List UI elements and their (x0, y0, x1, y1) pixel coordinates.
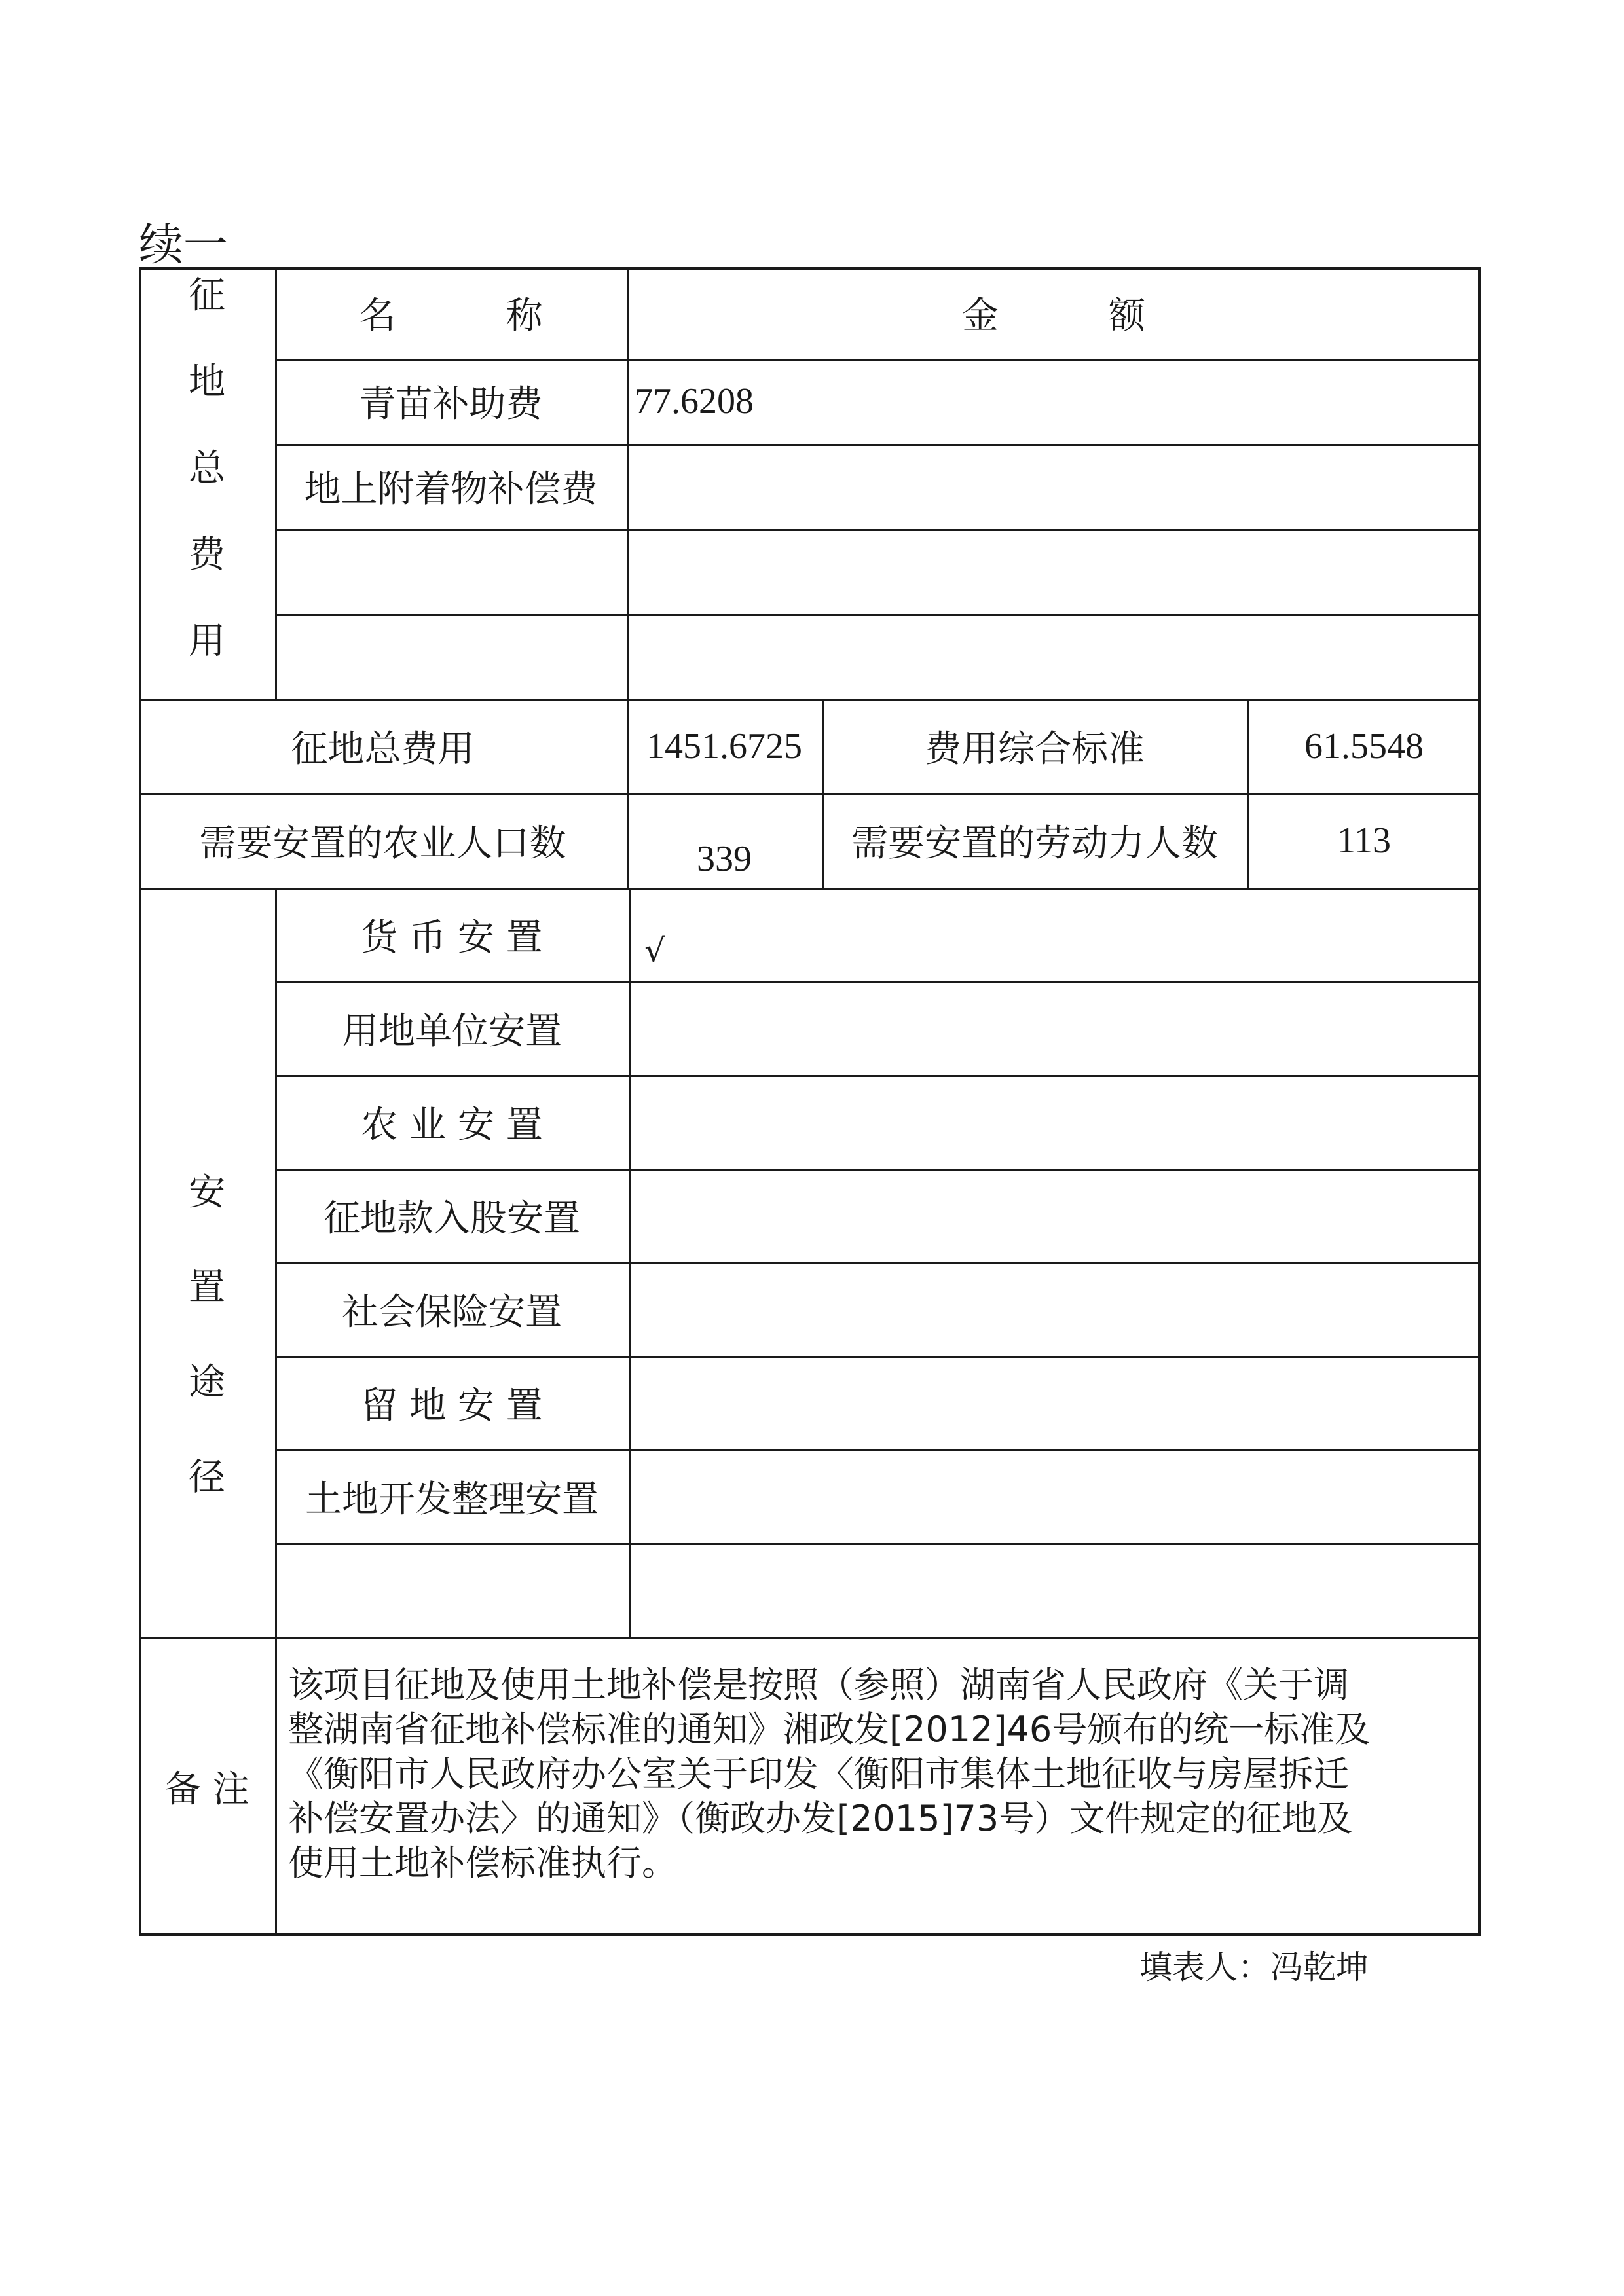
check-mark (629, 1449, 681, 1543)
resettlement-method: 征地款入股安置 (323, 1197, 580, 1240)
land-fee-group-label (139, 267, 275, 699)
fee-item-amount (627, 444, 1481, 529)
amount-column-header: 金 额 (962, 295, 1145, 337)
total-fee-label: 征地总费用 (291, 728, 475, 771)
label-char: 安 (189, 1171, 225, 1214)
fee-item-name: 青苗补助费 (359, 383, 543, 426)
fee-item-amount: 77.6208 (635, 381, 754, 422)
resettlement-method (275, 1543, 629, 1637)
label-char: 置 (189, 1266, 225, 1309)
check-mark (629, 1075, 681, 1169)
label-char: 途 (189, 1360, 225, 1404)
farm-population-label: 需要安置的农业人口数 (199, 822, 566, 865)
standard-fee-value: 61.5548 (1304, 726, 1424, 767)
total-fee-value: 1451.6725 (646, 726, 802, 767)
resettlement-method: 社会保险安置 (342, 1290, 562, 1334)
label-char: 径 (189, 1455, 225, 1499)
labor-count-label: 需要安置的劳动力人数 (851, 822, 1218, 865)
check-mark (629, 1356, 681, 1449)
check-mark (629, 981, 681, 1075)
resettlement-method: 农 业 安 置 (361, 1103, 543, 1146)
resettlement-method: 货 币 安 置 (361, 916, 543, 959)
fee-item-amount (627, 529, 1481, 614)
fee-item-amount (627, 614, 1481, 699)
fee-item-name: 地上附着物补偿费 (304, 468, 598, 511)
label-char: 征 (189, 274, 225, 317)
label-char: 用 (189, 620, 225, 663)
label-char: 总 (189, 447, 225, 490)
grid-line (139, 1637, 1481, 1639)
label-char: 地 (189, 361, 225, 403)
check-mark: √ (644, 931, 665, 970)
resettlement-method: 留 地 安 置 (361, 1384, 543, 1427)
labor-count-value: 113 (1337, 820, 1391, 861)
fee-item-name (275, 529, 627, 614)
standard-fee-label: 费用综合标准 (925, 728, 1145, 771)
resettlement-group-label (139, 1169, 275, 1543)
check-mark (629, 1169, 681, 1262)
check-mark (629, 1262, 681, 1356)
resettlement-method: 用地单位安置 (342, 1010, 562, 1053)
resettlement-method: 土地开发整理安置 (305, 1478, 599, 1521)
form-heading: 续一 (139, 219, 229, 271)
remark-text: 该项目征地及使用土地补偿是按照（参照）湖南省人民政府《关于调 整湖南省征地补偿标准的通知》湘政发[2012]46号颁布的统一标准及 《衡阳市人民政府办公室关于印发〈衡阳市集体土地征收与房屋拆迁 补偿安置办法〉的通知》（衡政办发[2015]73号）文件规定的征地及 使用土地补偿标准执行。 (288, 1664, 1371, 1884)
form-filler: 填表人：冯乾坤 (1139, 1948, 1369, 1986)
farm-population-value: 339 (697, 839, 752, 879)
fee-item-name (275, 614, 627, 699)
name-column-header: 名 称 (359, 295, 543, 337)
label-char: 费 (189, 534, 225, 576)
remark-label: 备 注 (164, 1768, 249, 1811)
check-mark (629, 1543, 681, 1637)
